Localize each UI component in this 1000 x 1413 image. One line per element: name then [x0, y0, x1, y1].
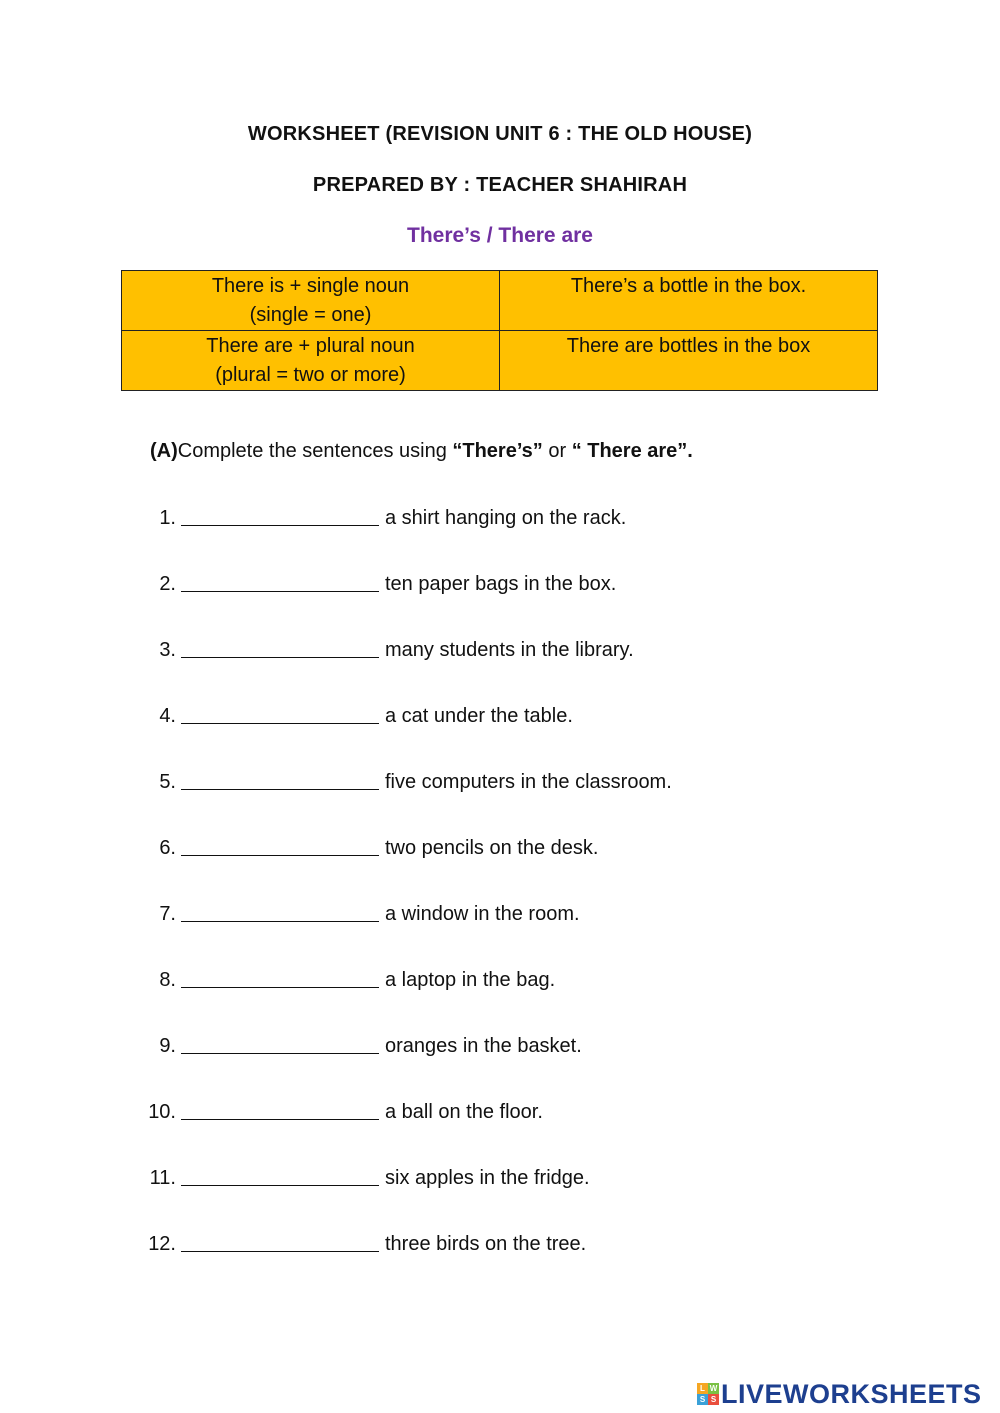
- question-item: [0, 769, 1000, 835]
- worksheet-title: WORKSHEET (REVISION UNIT 6 : THE OLD HOUSE): [247, 123, 753, 145]
- rule-note: (plural = two or more): [215, 364, 406, 386]
- section-a-instruction: [150, 440, 693, 463]
- option-there-are: “ There are”.: [571, 440, 693, 462]
- rule-text: There are + plural noun: [206, 335, 415, 357]
- question-item: [0, 571, 1000, 637]
- question-text: five computers in the classroom.: [385, 771, 672, 793]
- example-cell: [500, 271, 878, 331]
- prepared-by: PREPARED BY : TEACHER SHAHIRAH: [312, 174, 688, 196]
- option-theres: “There’s”: [452, 440, 543, 462]
- question-item: [0, 1033, 1000, 1099]
- answer-blank[interactable]: [181, 835, 379, 856]
- question-text: a ball on the floor.: [385, 1101, 543, 1123]
- question-number: 6.: [159, 837, 176, 859]
- question-item: [0, 835, 1000, 901]
- answer-blank[interactable]: [181, 571, 379, 592]
- answer-blank[interactable]: [181, 1099, 379, 1120]
- topic-heading: There’s / There are: [407, 224, 593, 247]
- question-text: six apples in the fridge.: [385, 1167, 590, 1189]
- question-text: a cat under the table.: [385, 705, 573, 727]
- question-number: 5.: [159, 771, 176, 793]
- question-text: oranges in the basket.: [385, 1035, 582, 1057]
- rule-cell: [122, 271, 500, 331]
- question-number: 12.: [148, 1233, 176, 1255]
- brand-name: LIVEWORKSHEETS: [721, 1378, 982, 1409]
- question-number: 11.: [149, 1167, 176, 1189]
- logo-tile: S: [697, 1394, 708, 1405]
- question-number: 3.: [159, 639, 176, 661]
- question-text: a window in the room.: [385, 903, 580, 925]
- question-text: ten paper bags in the box.: [385, 573, 617, 595]
- answer-blank[interactable]: [181, 1231, 379, 1252]
- answer-blank[interactable]: [181, 769, 379, 790]
- grammar-rules-table: [121, 270, 878, 391]
- instruction-text: Complete the sentences using: [177, 440, 453, 462]
- question-text: two pencils on the desk.: [385, 837, 599, 859]
- logo-tile: L: [697, 1383, 708, 1394]
- question-number: 2.: [159, 573, 176, 595]
- rule-row-singular: [122, 271, 878, 331]
- rule-cell: [122, 331, 500, 391]
- question-number: 10.: [148, 1101, 176, 1123]
- question-number: 7.: [159, 903, 176, 925]
- logo-tile: W: [709, 1384, 718, 1393]
- instruction-or: or: [542, 440, 572, 462]
- answer-blank[interactable]: [181, 967, 379, 988]
- rule-row-plural: [122, 331, 878, 391]
- question-text: many students in the library.: [385, 639, 634, 661]
- question-text: three birds on the tree.: [385, 1233, 587, 1255]
- logo-mark-icon: [697, 1383, 719, 1405]
- question-item: [0, 901, 1000, 967]
- question-number: 8.: [159, 969, 176, 991]
- question-number: 4.: [159, 705, 176, 727]
- question-item: [0, 1099, 1000, 1165]
- section-label: (A): [150, 440, 178, 462]
- answer-blank[interactable]: [181, 703, 379, 724]
- example-text: There’s a bottle in the box.: [570, 275, 807, 297]
- rule-text: There is + single noun: [211, 275, 410, 297]
- answer-blank[interactable]: [181, 901, 379, 922]
- answer-blank[interactable]: [181, 505, 379, 526]
- answer-blank[interactable]: [181, 1033, 379, 1054]
- question-item: [0, 637, 1000, 703]
- question-number: 1.: [159, 507, 176, 529]
- question-item: [0, 1165, 1000, 1231]
- liveworksheets-logo: [697, 1377, 982, 1411]
- question-list: [0, 505, 1000, 1297]
- question-item: [0, 505, 1000, 571]
- question-text: a laptop in the bag.: [385, 969, 556, 991]
- logo-tile: S: [708, 1394, 719, 1405]
- example-cell: [500, 331, 878, 391]
- question-item: [0, 967, 1000, 1033]
- rule-note: (single = one): [249, 304, 372, 326]
- question-number: 9.: [159, 1035, 176, 1057]
- answer-blank[interactable]: [181, 637, 379, 658]
- question-text: a shirt hanging on the rack.: [385, 507, 627, 529]
- question-item: [0, 1231, 1000, 1297]
- question-item: [0, 703, 1000, 769]
- answer-blank[interactable]: [181, 1165, 379, 1186]
- example-text: There are bottles in the box: [566, 335, 811, 357]
